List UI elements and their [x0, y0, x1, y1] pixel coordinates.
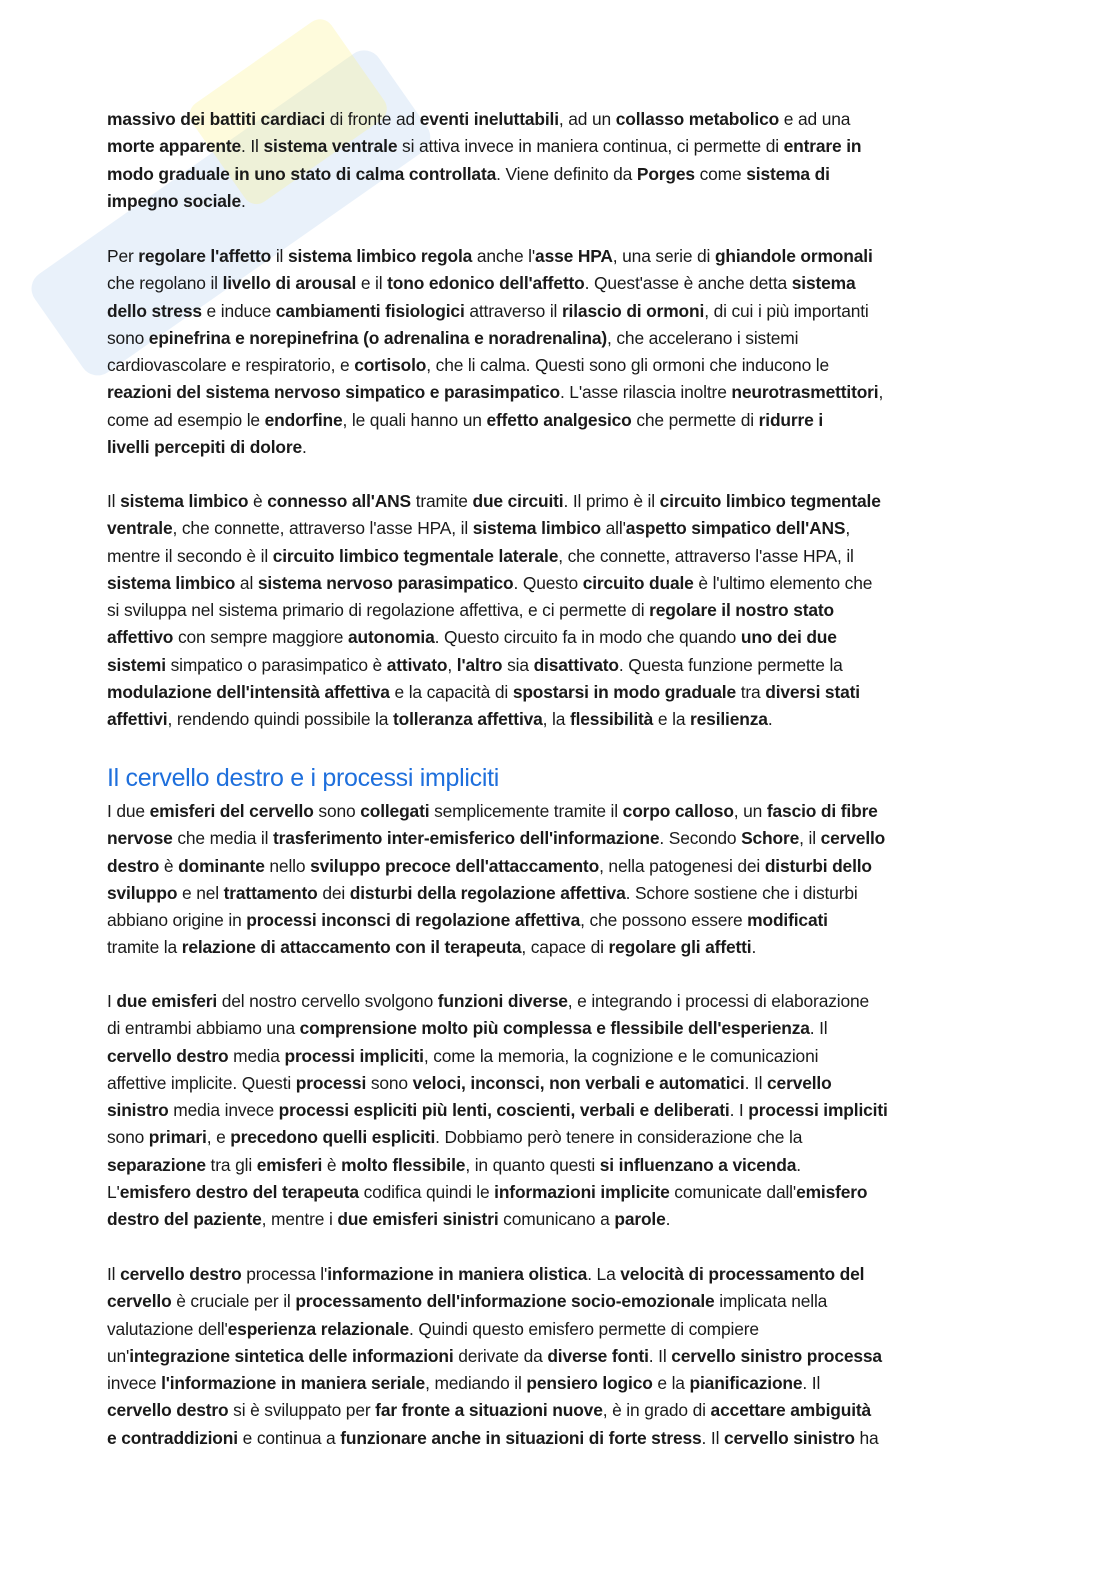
text: . Schore sostiene che i disturbi: [625, 882, 858, 903]
bold-text: disturbi dello: [764, 855, 872, 876]
bold-text: sinistro: [107, 1100, 169, 1121]
text: invece: [107, 1373, 162, 1394]
text: e continua a: [237, 1427, 341, 1448]
bold-text: precedono quelli espliciti: [230, 1127, 436, 1148]
text: , ad un: [558, 109, 616, 129]
bold-text: far fronte a situazioni nuove: [375, 1400, 603, 1421]
text-line: [107, 298, 1007, 325]
bold-text: cervello destro: [120, 1264, 242, 1284]
bold-text: regolare gli affetti: [608, 937, 752, 958]
bold-text: comprensione molto più complessa e flessibile dell'esperienza: [299, 1018, 810, 1039]
bold-text: processi impliciti: [748, 1100, 888, 1121]
text: .: [302, 437, 307, 458]
bold-text: cervello destro: [107, 1400, 229, 1421]
bold-text: regolare l'affetto: [138, 246, 272, 266]
text-line: [107, 880, 1007, 907]
text-line: [107, 243, 1007, 270]
bold-text: morte apparente: [107, 136, 242, 157]
text: al: [235, 572, 258, 593]
text: anche l': [472, 246, 536, 266]
bold-text: massivo dei battiti cardiaci: [107, 109, 326, 129]
text: Il: [107, 1264, 121, 1284]
text: , che accelerano i sistemi: [607, 327, 799, 348]
bold-text: rilascio di ormoni: [561, 300, 705, 321]
text-line: [107, 106, 1007, 133]
bold-text: pensiero logico: [526, 1373, 653, 1394]
bold-text: ghiandole ormonali: [714, 246, 873, 266]
text: tramite: [411, 491, 473, 511]
bold-text: destro: [107, 855, 160, 876]
text-line: [107, 325, 1007, 352]
text: sono: [366, 1072, 413, 1093]
bold-text: sistema: [791, 273, 856, 294]
bold-text: modo graduale in uno stato di calma controllata: [107, 163, 497, 184]
bold-text: sistema limbico regola: [287, 246, 473, 266]
bold-text: ventrale: [107, 518, 173, 539]
text: . Quest'asse è anche detta: [584, 273, 792, 294]
text: , mediando il: [425, 1373, 527, 1394]
text-line: [107, 1015, 1007, 1042]
bold-text: livelli percepiti di dolore: [107, 437, 303, 458]
bold-text: l'altro: [456, 654, 503, 675]
bold-text: cervello destro: [107, 1045, 229, 1066]
text: . Il primo è il: [563, 491, 660, 511]
bold-text: sistema nervoso parasimpatico: [257, 572, 514, 593]
text: è: [159, 855, 179, 876]
bold-text: sistema limbico: [472, 518, 601, 539]
text-line: [107, 188, 1007, 215]
text: , come la memoria, la cognizione e le comunicazioni: [423, 1045, 819, 1066]
bold-text: entrare in: [783, 136, 862, 157]
bold-text: neurotrasmettitori: [731, 382, 879, 403]
text: codifica quindi le: [358, 1182, 495, 1203]
bold-text: tono edonico dell'affetto: [387, 273, 585, 294]
text: è l'ultimo elemento che: [693, 572, 873, 593]
text-line: [107, 161, 1007, 188]
text: si attiva invece in maniera continua, ci permette di: [397, 136, 784, 157]
paragraph: [107, 243, 1007, 461]
text: con sempre maggiore: [173, 627, 349, 648]
bold-text: spostarsi in modo graduale: [512, 682, 737, 703]
text-line: [107, 1206, 1007, 1233]
text-line: [107, 515, 1007, 542]
text-line: [107, 679, 1007, 706]
text: . L'asse rilascia inoltre: [559, 382, 732, 403]
text: , è in grado di: [602, 1400, 711, 1421]
text: valutazione dell': [107, 1318, 228, 1339]
bold-text: disturbi della regolazione affettiva: [349, 882, 626, 903]
bold-text: reazioni del sistema nervoso simpatico e parasimpatico: [107, 382, 560, 403]
paragraph: [107, 798, 1007, 962]
text: derivate da: [453, 1345, 548, 1366]
text: nello: [264, 855, 311, 876]
text: ,: [845, 518, 851, 539]
text-line: [107, 1070, 1007, 1097]
bold-text: processi espliciti più lenti, coscienti, verbali e deliberati: [278, 1100, 730, 1121]
bold-text: cervello sinistro processa: [671, 1345, 882, 1366]
text-line: [107, 434, 1007, 461]
bold-text: accettare ambiguità: [710, 1400, 872, 1421]
bold-text: regolare il nostro stato: [649, 600, 834, 621]
text: si sviluppa nel sistema primario di regolazione affettiva, e ci permette di: [107, 600, 650, 621]
bold-text: cervello: [767, 1072, 832, 1093]
bold-text: tolleranza affettiva: [392, 709, 543, 730]
text: , il: [799, 828, 821, 849]
text-line: [107, 1425, 1007, 1452]
bold-text: sistema ventrale: [263, 136, 398, 157]
text-line: [107, 1370, 1007, 1397]
bold-text: diverse fonti: [547, 1345, 649, 1366]
text: . I: [729, 1100, 749, 1121]
text: affettive implicite. Questi: [107, 1072, 296, 1093]
text: è cruciale per il: [171, 1291, 296, 1312]
text-line: [107, 652, 1007, 679]
text: .: [751, 937, 757, 958]
text: . Il: [802, 1373, 821, 1394]
text: implicata nella: [714, 1291, 828, 1312]
text: comunicano a: [498, 1209, 615, 1230]
bold-text: corpo calloso: [622, 801, 734, 821]
bold-text: processi inconsci di regolazione affettiva: [246, 910, 581, 931]
text: media invece: [168, 1100, 279, 1121]
text: che media il: [172, 828, 274, 849]
text: attraverso il: [464, 300, 562, 321]
bold-text: primari: [148, 1127, 207, 1148]
bold-text: dello stress: [107, 300, 202, 321]
bold-text: sistemi: [107, 654, 166, 675]
text: di entrambi abbiamo una: [107, 1018, 300, 1039]
bold-text: parole: [614, 1209, 666, 1230]
text: , la: [542, 709, 570, 730]
text: il: [271, 246, 288, 266]
text: . La: [587, 1264, 621, 1284]
bold-text: velocità di processamento del: [620, 1264, 865, 1284]
text-line: [107, 133, 1007, 160]
bold-text: circuito limbico tegmentale: [659, 491, 881, 511]
bold-text: circuito duale: [582, 572, 694, 593]
text: tra: [736, 682, 766, 703]
text: abbiano origine in: [107, 910, 247, 931]
bold-text: cervello: [820, 828, 886, 849]
text: cardiovascolare e respiratorio, e: [107, 355, 355, 376]
text: semplicemente tramite il: [429, 801, 623, 821]
text: e la: [652, 1373, 690, 1394]
bold-text: due circuiti: [472, 491, 564, 511]
bold-text: due emisferi: [116, 991, 218, 1011]
bold-text: emisferi: [256, 1154, 323, 1175]
text-line: [107, 988, 1007, 1015]
text-line: [107, 1316, 1007, 1343]
paragraph: [107, 988, 1007, 1234]
text: . Dobbiamo però tenere in considerazione che la: [435, 1127, 803, 1148]
bold-text: affettivo: [107, 627, 174, 648]
text: sono: [107, 1127, 149, 1148]
text: . Questo: [513, 572, 583, 593]
bold-text: processi impliciti: [284, 1045, 424, 1066]
text-line: [107, 270, 1007, 297]
bold-text: relazione di attaccamento con il terapeuta: [181, 937, 522, 958]
bold-text: Schore: [741, 828, 800, 849]
text: , nella patogenesi dei: [599, 855, 765, 876]
text: e la: [653, 709, 691, 730]
text: simpatico o parasimpatico è: [165, 654, 387, 675]
text: , che li calma. Questi sono gli ormoni che inducono le: [426, 355, 830, 376]
text: , in quanto questi: [465, 1154, 600, 1175]
text: .: [241, 190, 246, 211]
bold-text: modificati: [747, 910, 828, 931]
text: L': [107, 1182, 120, 1203]
bold-text: epinefrina e norepinefrina (o adrenalina e noradrenalina): [148, 327, 608, 348]
text-line: [107, 488, 1007, 515]
text-line: [107, 352, 1007, 379]
text-line: [107, 1097, 1007, 1124]
bold-text: emisferi del cervello: [149, 801, 314, 821]
bold-text: separazione: [107, 1154, 206, 1175]
bold-text: emisfero destro del terapeuta: [119, 1182, 359, 1203]
bold-text: effetto analgesico: [486, 409, 632, 430]
text: . Il: [701, 1427, 724, 1448]
text: . Il: [809, 1018, 828, 1039]
bold-text: l'informazione in maniera seriale: [161, 1373, 426, 1394]
bold-text: uno dei due: [740, 627, 837, 648]
paragraph: [107, 106, 1007, 215]
bold-text: collasso metabolico: [615, 109, 780, 129]
bold-text: destro del paziente: [107, 1209, 262, 1230]
text-line: [107, 1288, 1007, 1315]
bold-text: trasferimento inter-emisferico dell'informazione: [273, 828, 660, 849]
text-line: [107, 706, 1007, 733]
bold-text: sviluppo precoce dell'attaccamento: [310, 855, 600, 876]
bold-text: affettivi: [107, 709, 168, 730]
text-line: [107, 934, 1007, 961]
text: tramite la: [107, 937, 182, 958]
text: come: [694, 163, 747, 184]
text: . Viene definito da: [496, 163, 637, 184]
text: tra gli: [205, 1154, 257, 1175]
bold-text: disattivato: [533, 654, 619, 675]
text: media: [228, 1045, 285, 1066]
bold-text: processi: [295, 1072, 367, 1093]
bold-text: resilienza: [690, 709, 768, 730]
text: , mentre i: [261, 1209, 338, 1230]
bold-text: due emisferi sinistri: [337, 1209, 499, 1230]
text: . Il: [241, 136, 264, 157]
bold-text: autonomia: [348, 627, 435, 648]
bold-text: si influenzano a vicenda: [599, 1154, 797, 1175]
text: un': [107, 1345, 130, 1366]
bold-text: circuito limbico tegmentale laterale: [272, 545, 559, 566]
paragraph: [107, 1261, 1007, 1452]
text-line: [107, 1397, 1007, 1424]
text: .: [796, 1154, 801, 1175]
text-line: [107, 1343, 1007, 1370]
text: . Questo circuito fa in modo che quando: [434, 627, 741, 648]
bold-text: cervello sinistro: [724, 1427, 855, 1448]
bold-text: e contraddizioni: [107, 1427, 238, 1448]
bold-text: integrazione sintetica delle informazioni: [129, 1345, 454, 1366]
bold-text: livello di arousal: [222, 273, 357, 294]
text: , di cui i più importanti: [704, 300, 869, 321]
section-heading: Il cervello destro e i processi impliciti: [107, 764, 499, 792]
text: è: [248, 491, 268, 511]
bold-text: molto flessibile: [341, 1154, 466, 1175]
text: sono: [107, 327, 149, 348]
bold-text: informazione in maniera olistica: [327, 1264, 588, 1284]
text: ha: [854, 1427, 879, 1448]
bold-text: veloci, inconsci, non verbali e automatici: [412, 1072, 745, 1093]
text-line: [107, 1043, 1007, 1070]
bold-text: dominante: [178, 855, 265, 876]
text: . Quindi questo emisfero permette di compiere: [408, 1318, 759, 1339]
text: che regolano il: [107, 273, 223, 294]
text: , che connette, attraverso l'asse HPA, il: [558, 545, 854, 566]
text: . Il: [744, 1072, 768, 1093]
text: e induce: [201, 300, 276, 321]
text: come ad esempio le: [107, 409, 265, 430]
bold-text: nervose: [107, 828, 173, 849]
text: comunicate dall': [669, 1182, 797, 1203]
bold-text: diversi stati: [765, 682, 860, 703]
text-line: [107, 1152, 1007, 1179]
text: mentre il secondo è il: [107, 545, 273, 566]
text: all': [600, 518, 626, 539]
bold-text: endorfine: [264, 409, 343, 430]
text: e il: [356, 273, 388, 294]
text: Per: [107, 246, 139, 266]
text: , un: [733, 801, 767, 821]
text: , capace di: [521, 937, 609, 958]
text: .: [767, 709, 773, 730]
text-line: [107, 853, 1007, 880]
text-line: [107, 1179, 1007, 1206]
bold-text: ridurre i: [758, 409, 824, 430]
bold-text: sistema di: [746, 163, 830, 184]
text-line: [107, 798, 1007, 825]
text: e nel: [177, 882, 224, 903]
text: sia: [502, 654, 534, 675]
bold-text: aspetto simpatico dell'ANS: [625, 518, 846, 539]
text: , e integrando i processi di elaborazione: [567, 991, 870, 1011]
bold-text: cortisolo: [354, 355, 427, 376]
bold-text: asse HPA: [535, 246, 613, 266]
bold-text: eventi ineluttabili: [419, 109, 559, 129]
bold-text: attivato: [386, 654, 448, 675]
bold-text: collegati: [360, 801, 430, 821]
text-line: [107, 407, 1007, 434]
bold-text: sistema limbico: [107, 572, 236, 593]
bold-text: cervello: [107, 1291, 172, 1312]
bold-text: sistema limbico: [120, 491, 249, 511]
text: ,: [878, 382, 884, 403]
bold-text: impegno sociale: [107, 190, 242, 211]
text: che permette di: [631, 409, 759, 430]
text: , una serie di: [612, 246, 715, 266]
text: , e: [206, 1127, 231, 1148]
text: processa l': [241, 1264, 328, 1284]
bold-text: informazioni implicite: [494, 1182, 670, 1203]
text-line: [107, 379, 1007, 406]
text-line: [107, 1124, 1007, 1151]
text-line: [107, 543, 1007, 570]
text: .: [665, 1209, 671, 1230]
text: del nostro cervello svolgono: [217, 991, 438, 1011]
text: , le quali hanno un: [342, 409, 487, 430]
bold-text: connesso all'ANS: [267, 491, 412, 511]
paragraph: [107, 488, 1007, 734]
bold-text: processamento dell'informazione socio-emozionale: [295, 1291, 715, 1312]
bold-text: fascio di fibre: [766, 801, 878, 821]
text-line: [107, 570, 1007, 597]
text: . Questa funzione permette la: [618, 654, 843, 675]
bold-text: funzioni diverse: [437, 991, 568, 1011]
text: si è sviluppato per: [228, 1400, 376, 1421]
bold-text: funzionare anche in situazioni di forte stress: [340, 1427, 702, 1448]
bold-text: trattamento: [223, 882, 318, 903]
bold-text: pianificazione: [689, 1373, 803, 1394]
text: sono: [313, 801, 361, 821]
bold-text: emisfero: [796, 1182, 868, 1203]
text-line: [107, 597, 1007, 624]
bold-text: modulazione dell'intensità affettiva: [107, 682, 390, 703]
text: dei: [317, 882, 350, 903]
bold-text: flessibilità: [569, 709, 654, 730]
text: I due: [107, 801, 150, 821]
text: e ad una: [779, 109, 851, 129]
text: di fronte ad: [325, 109, 420, 129]
text: e la capacità di: [389, 682, 513, 703]
text: . Il: [648, 1345, 672, 1366]
text-line: [107, 1261, 1007, 1288]
bold-text: cambiamenti fisiologici: [275, 300, 465, 321]
text: , rendendo quindi possibile la: [167, 709, 393, 730]
bold-text: Porges: [636, 163, 695, 184]
text: , che possono essere: [580, 910, 748, 931]
text-line: [107, 907, 1007, 934]
text: Il: [107, 491, 121, 511]
bold-text: sviluppo: [107, 882, 178, 903]
text-line: [107, 624, 1007, 651]
text: ,: [447, 654, 457, 675]
text: . Secondo: [659, 828, 742, 849]
text: , che connette, attraverso l'asse HPA, il: [172, 518, 473, 539]
text-line: [107, 825, 1007, 852]
text: è: [322, 1154, 342, 1175]
text: I: [107, 991, 117, 1011]
bold-text: esperienza relazionale: [227, 1318, 409, 1339]
